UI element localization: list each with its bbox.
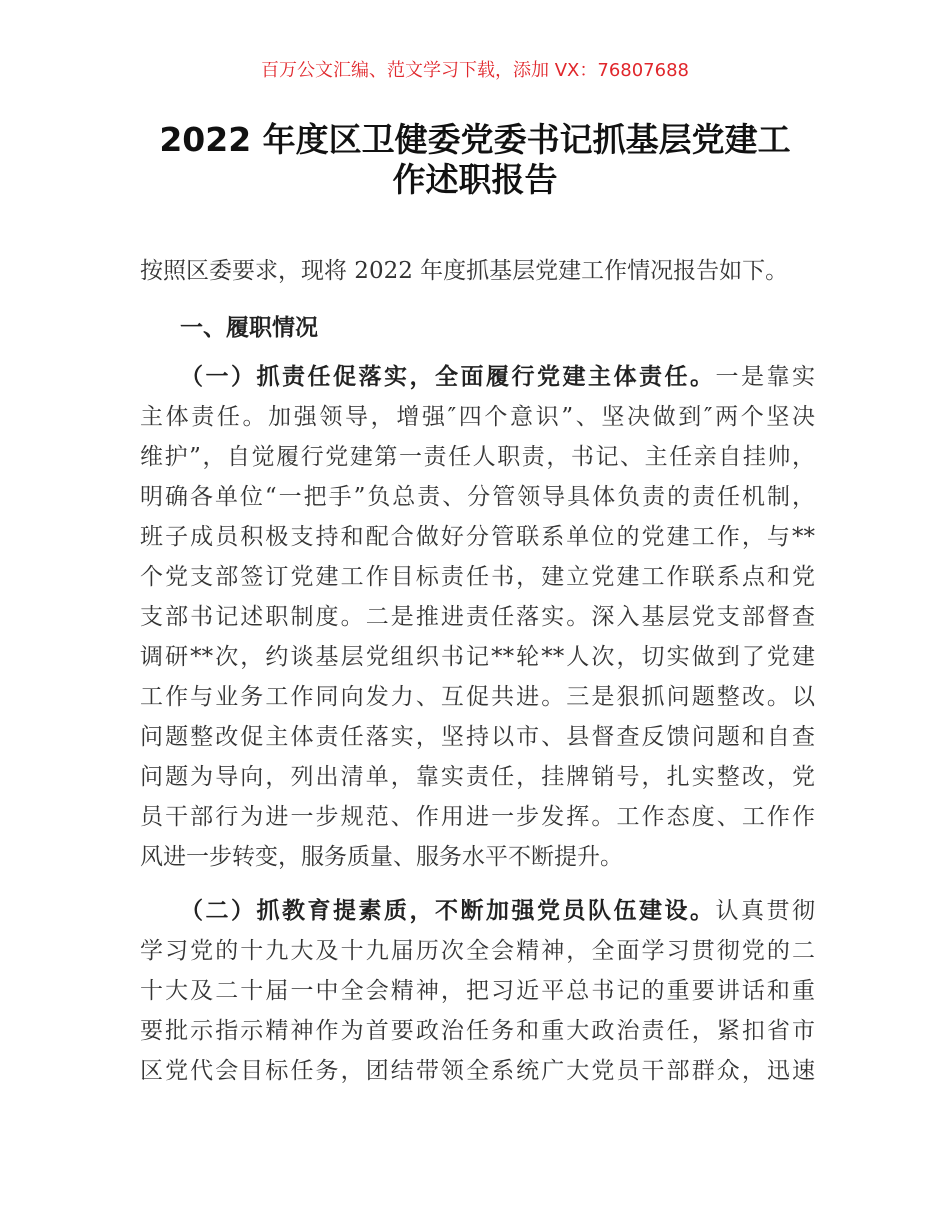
paragraph-line: 问题为导向，列出清单，靠实责任，挂牌销号，扎实整改，党 (140, 764, 815, 790)
para1-first-line (180, 362, 815, 392)
paragraph-line: 工作与业务工作同向发力、互促共进。三是狠抓问题整改。以 (140, 684, 815, 710)
paragraph-line: 主体责任。加强领导，增强″四个意识”、坚决做到″两个坚决 (140, 404, 815, 430)
paragraph-line: 个党支部签订党建工作目标责任书，建立党建工作联系点和党 (140, 564, 815, 590)
paragraph-line: 支部书记述职制度。二是推进责任落实。深入基层党支部督查 (140, 604, 815, 630)
paragraph-line: 班子成员积极支持和配合做好分管联系单位的党建工作，与** (140, 524, 815, 550)
paragraph-line: 十大及二十届一中全会精神，把习近平总书记的重要讲话和重 (140, 978, 815, 1004)
para2-first-rest: 认真贯彻 (715, 898, 815, 924)
paragraph-line: 调研**次，约谈基层党组织书记**轮**人次，切实做到了党建 (140, 644, 815, 670)
section-heading: 一、履职情况 (180, 314, 318, 341)
paragraph-line: 员干部行为进一步规范、作用进一步发挥。工作态度、工作作 (140, 804, 815, 830)
paragraph-line: 明确各单位“一把手”负总责、分管领导具体负责的责任机制， (140, 484, 815, 510)
para1-first-rest: 一是靠实 (715, 364, 815, 390)
document-title-line-2: 作述职报告 (392, 160, 558, 199)
paragraph-line: 维护”，自觉履行党建第一责任人职责，书记、主任亲自挂帅， (140, 444, 815, 470)
paragraph-line: 问题整改促主体责任落实，坚持以市、县督查反馈问题和自查 (140, 724, 815, 750)
para2-first-line (180, 896, 815, 926)
paragraph-line: 风进一步转变，服务质量、服务水平不断提升。 (140, 844, 623, 870)
intro-paragraph: 按照区委要求，现将 2022 年度抓基层党建工作情况报告如下。 (140, 258, 789, 284)
paragraph-line: 区党代会目标任务，团结带领全系统广大党员干部群众，迅速 (140, 1058, 815, 1084)
header-notice: 百万公文汇编、范文学习下载，添加 VX：76807688 (261, 60, 689, 81)
paragraph-line: 学习党的十九大及十九届历次全会精神，全面学习贯彻党的二 (140, 938, 815, 964)
para1-heading: （一）抓责任促落实，全面履行党建主体责任。 (180, 363, 716, 390)
paragraph-line: 要批示指示精神作为首要政治任务和重大政治责任，紧扣省市 (140, 1018, 815, 1044)
para2-heading: （二）抓教育提素质，不断加强党员队伍建设。 (180, 897, 716, 924)
document-title-line-1: 2022 年度区卫健委党委书记抓基层党建工 (159, 120, 791, 159)
